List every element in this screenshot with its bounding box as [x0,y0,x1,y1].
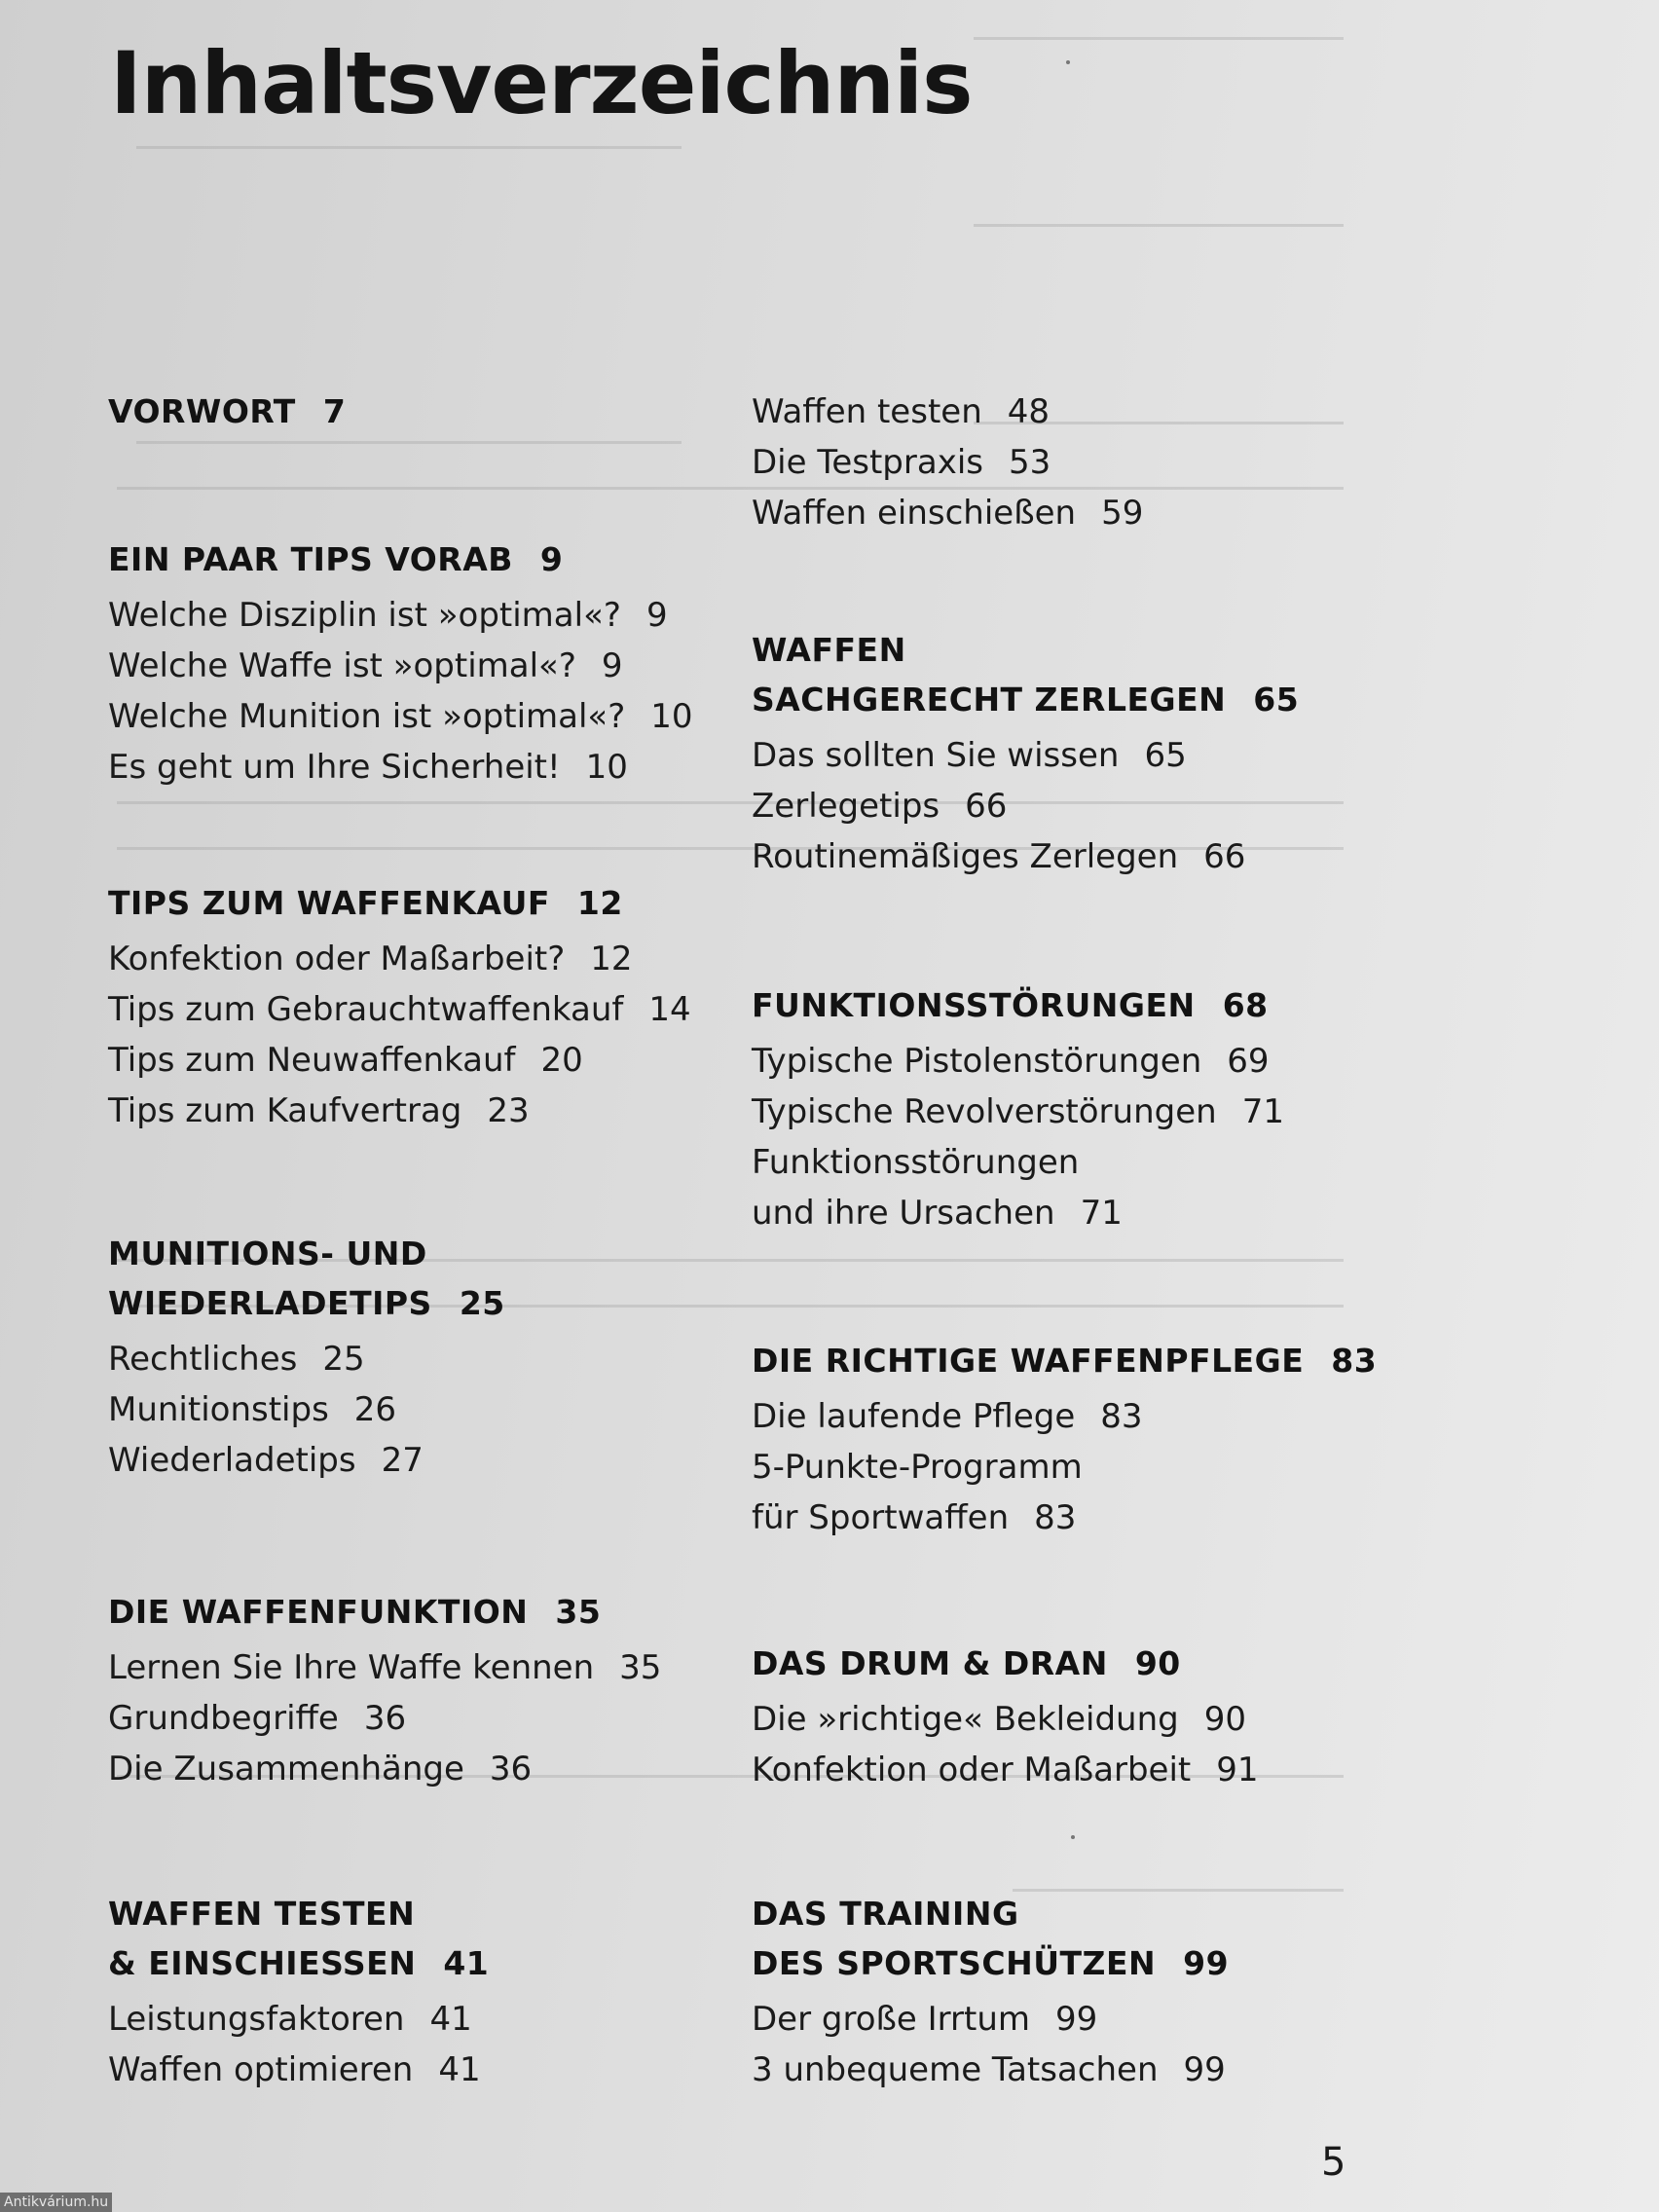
toc-entry [752,387,1384,437]
section-page-number: 7 [322,392,347,430]
toc-entry [752,2045,1384,2095]
page-number: 5 [1321,2140,1346,2185]
toc-entry-title: Welche Munition ist »optimal«? 10 [108,697,693,736]
section-heading-line: SACHGERECHT ZERLEGEN 65 [752,681,1300,719]
show-through-block [974,37,1344,98]
section-heading [752,1639,1384,1688]
toc-entry-page: 66 [965,787,1008,826]
section-heading [108,1587,741,1637]
toc-entry-page: 35 [619,1648,662,1687]
toc-entry-page: 91 [1216,1751,1259,1789]
toc-entry-page: 48 [1007,392,1051,431]
toc-entry-page: 12 [590,940,633,978]
toc-entry-page: 10 [650,697,693,736]
toc-entry-page: 41 [429,2000,472,2039]
section-heading-line: TIPS ZUM WAFFENKAUF 12 [108,884,623,922]
section-page-number: 9 [539,540,564,578]
toc-section [108,1229,741,1486]
toc-entry [752,831,1384,882]
toc-entry-title: Tips zum Neuwaffenkauf 20 [108,1041,583,1080]
section-heading [752,1336,1384,1385]
dust-speck [1066,60,1070,64]
toc-entry-title: Typische Pistolenstörungen 69 [752,1042,1270,1081]
toc-section [108,878,741,1136]
toc-entry-page: 71 [1080,1194,1123,1233]
section-page-number: 90 [1134,1644,1181,1682]
section-heading [108,535,741,584]
toc-entry-title: Die »richtige« Bekleidung 90 [752,1700,1246,1739]
toc-entry-title: Funktionsstörungen [752,1143,1080,1182]
toc-entry-page: 90 [1203,1700,1246,1739]
toc-entry [108,1086,741,1136]
toc-entry-title: Der große Irrtum 99 [752,2000,1098,2039]
toc-entry-title: Das sollten Sie wissen 65 [752,736,1187,775]
toc-entry [752,1442,1384,1543]
toc-entry [108,1994,741,2045]
toc-entry-title: Die laufende Pflege 83 [752,1397,1143,1436]
toc-entry-title: 5-Punkte-Programm [752,1448,1083,1487]
section-heading-line: VORWORT 7 [108,392,347,430]
section-heading [108,387,741,436]
toc-entry [752,1694,1384,1745]
toc-entry-title: Welche Waffe ist »optimal«? 9 [108,646,623,685]
section-heading-line: WAFFEN TESTEN [108,1895,416,1933]
toc-entry-page: 41 [438,2050,481,2089]
toc-entry [108,641,741,691]
toc-entry-page: 53 [1008,443,1051,482]
toc-entry-title: Waffen einschießen 59 [752,494,1144,533]
toc-entry-page: 10 [585,748,628,787]
toc-entry-title: Zerlegetips 66 [752,787,1008,826]
watermark: Antikvárium.hu [0,2193,112,2212]
toc-entry-title: Welche Disziplin ist »optimal«? 9 [108,596,668,635]
toc-entry-title: Waffen optimieren 41 [108,2050,481,2089]
toc-entry [752,730,1384,781]
toc-entry-page: 26 [353,1390,397,1429]
section-heading-line: DAS TRAINING [752,1895,1019,1933]
toc-entry-page: 36 [363,1699,407,1738]
toc-section [752,980,1384,1238]
toc-entry [752,1087,1384,1137]
toc-entry [108,742,741,793]
toc-entry [108,1744,741,1794]
section-heading-line: DAS DRUM & DRAN 90 [752,1644,1181,1682]
toc-entry [108,1435,741,1486]
toc-entry-page: 36 [489,1750,533,1788]
toc-entry-title: und ihre Ursachen 71 [752,1194,1123,1233]
toc-entry-page: 20 [540,1041,583,1080]
section-heading-line: DIE RICHTIGE WAFFENPFLEGE 83 [752,1342,1378,1380]
toc-section [108,1587,741,1794]
section-page-number: 99 [1183,1944,1230,1982]
toc-entry [752,437,1384,488]
toc-entry [752,1137,1384,1238]
toc-entry-title: Typische Revolverstörungen 71 [752,1092,1284,1131]
toc-entry-title: Leistungsfaktoren 41 [108,2000,472,2039]
toc-entry-title: Rechtliches 25 [108,1340,365,1379]
section-heading-line: FUNKTIONSSTÖRUNGEN 68 [752,986,1269,1024]
toc-entry-page: 9 [645,596,668,635]
toc-entry [108,1035,741,1086]
toc-section [752,1336,1384,1543]
toc-entry-page: 99 [1055,2000,1098,2039]
section-heading-line: DES SPORTSCHÜTZEN 99 [752,1944,1230,1982]
toc-entry [108,934,741,984]
toc-entry-page: 69 [1227,1042,1270,1081]
toc-entry-title: Wiederladetips 27 [108,1441,424,1480]
toc-entry [108,984,741,1035]
toc-entry-title: Waffen testen 48 [752,392,1051,431]
toc-entry [108,1334,741,1384]
section-heading-line: WAFFEN [752,631,906,669]
section-heading-line: WIEDERLADETIPS 25 [108,1284,505,1322]
section-heading [108,1889,741,1988]
toc-entry-page: 99 [1183,2050,1226,2089]
section-heading-line: MUNITIONS- UND [108,1235,427,1272]
toc-entry-page: 83 [1100,1397,1143,1436]
toc-entry-title: 3 unbequeme Tatsachen 99 [752,2050,1226,2089]
toc-entry-page: 14 [648,990,691,1029]
section-heading [752,980,1384,1030]
section-page-number: 41 [443,1944,490,1982]
section-page-number: 83 [1331,1342,1378,1380]
section-page-number: 68 [1222,986,1269,1024]
toc-entry-title: für Sportwaffen 83 [752,1498,1077,1537]
toc-section [752,625,1384,882]
toc-entry-title: Tips zum Kaufvertrag 23 [108,1091,530,1130]
toc-entry-page: 66 [1203,837,1246,876]
toc-entry [752,1745,1384,1795]
section-heading [752,625,1384,724]
section-heading [108,878,741,928]
toc-section [108,535,741,793]
toc-entry-title: Tips zum Gebrauchtwaffenkauf 14 [108,990,691,1029]
toc-entry-page: 71 [1241,1092,1284,1131]
section-heading-line: & EINSCHIESSEN 41 [108,1944,490,1982]
toc-entry-title: Munitionstips 26 [108,1390,397,1429]
toc-entry [108,1642,741,1693]
toc-entry [752,781,1384,831]
toc-entry [108,590,741,641]
toc-entry-page: 65 [1144,736,1187,775]
toc-entry [108,2045,741,2095]
toc-entry [108,1384,741,1435]
toc-entry-page: 27 [381,1441,424,1480]
toc-entry [752,1391,1384,1442]
section-page-number: 12 [576,884,623,922]
toc-entry-title: Es geht um Ihre Sicherheit! 10 [108,748,628,787]
toc-entry [108,691,741,742]
toc-entry [752,1994,1384,2045]
toc-section [108,387,741,442]
section-page-number: 65 [1253,681,1300,719]
toc-entry-title: Routinemäßiges Zerlegen 66 [752,837,1246,876]
toc-section [752,387,1384,538]
toc-entry-title: Die Testpraxis 53 [752,443,1051,482]
section-heading-line: DIE WAFFENFUNKTION 35 [108,1593,602,1631]
section-page-number: 35 [555,1593,602,1631]
toc-entry-title: Grundbegriffe 36 [108,1699,407,1738]
toc-section [752,1639,1384,1795]
section-heading [752,1889,1384,1988]
page-title: Inhaltsverzeichnis [110,33,973,133]
section-heading-line: EIN PAAR TIPS VORAB 9 [108,540,564,578]
toc-entry-page: 59 [1101,494,1144,533]
toc-entry [752,488,1384,538]
toc-entry [108,1693,741,1744]
toc-entry-title: Konfektion oder Maßarbeit? 12 [108,940,633,978]
section-heading [108,1229,741,1328]
toc-entry-title: Konfektion oder Maßarbeit 91 [752,1751,1259,1789]
toc-entry-page: 9 [601,646,623,685]
toc-entry-page: 25 [322,1340,365,1379]
toc-entry-page: 23 [487,1091,530,1130]
toc-entry-title: Lernen Sie Ihre Waffe kennen 35 [108,1648,662,1687]
toc-entry-page: 83 [1034,1498,1077,1537]
toc-entry-title: Die Zusammenhänge 36 [108,1750,533,1788]
toc-entry [752,1036,1384,1087]
toc-section [108,1889,741,2095]
toc-section [752,1889,1384,2095]
dust-speck [1071,1835,1075,1839]
section-page-number: 25 [459,1284,505,1322]
